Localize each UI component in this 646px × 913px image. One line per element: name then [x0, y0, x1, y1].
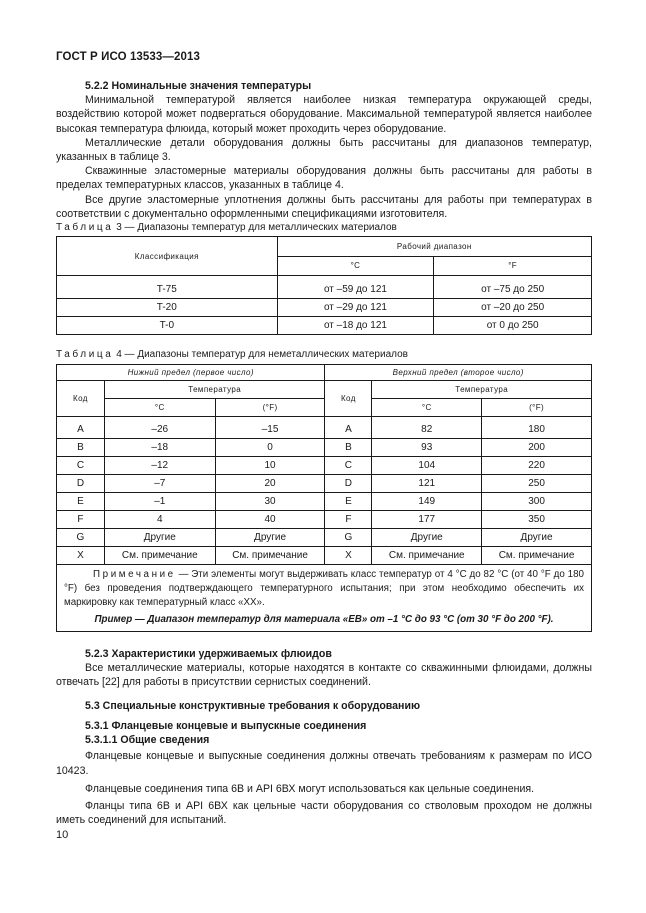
paragraph: Фланцы типа 6В и API 6ВХ как цельные части оборудования со стволовым проходом не должны иметь соединений для испытаний.	[56, 800, 592, 827]
section-5-3	[56, 699, 592, 713]
table4-cell: 4	[104, 511, 215, 529]
table3-header-f: °F	[434, 256, 592, 276]
table4-cell: 200	[482, 439, 592, 457]
table4-cell: G	[325, 529, 372, 547]
table3-header-c: °C	[277, 256, 434, 276]
table-row	[57, 421, 592, 439]
table4-cell: X	[57, 547, 105, 565]
section-heading: 5.3.1.1 Общие сведения	[85, 734, 210, 747]
table4-cell: 82	[372, 421, 482, 439]
table4-cell: C	[57, 457, 105, 475]
table4-header-f: (°F)	[215, 399, 325, 417]
caption-lead: Таблица	[56, 349, 114, 360]
table4-cell: 250	[482, 475, 592, 493]
standard-header: ГОСТ Р ИСО 13533—2013	[56, 51, 201, 63]
table4-cell: Другие	[215, 529, 325, 547]
table4-cell: См. примечание	[104, 547, 215, 565]
table4-example-cell	[57, 612, 592, 632]
table-row	[57, 281, 592, 299]
table4-header-temp: Температура	[372, 381, 592, 399]
table4-cell: B	[325, 439, 372, 457]
table4-cell: 30	[215, 493, 325, 511]
table4-cell: E	[57, 493, 105, 511]
table4-cell: –7	[104, 475, 215, 493]
table4-cell: –26	[104, 421, 215, 439]
table4-cell: 300	[482, 493, 592, 511]
paragraph: Все другие эластомерные уплотнения должны быть рассчитаны для работы при температурах в соответствии с документально оформленными спецификациями изготовителя.	[56, 193, 592, 220]
table4-cell: 177	[372, 511, 482, 529]
table3-cell: от –59 до 121	[277, 281, 434, 299]
table4-cell: См. примечание	[372, 547, 482, 565]
table4-header-f: (°F)	[482, 399, 592, 417]
table4-header-c: °C	[104, 399, 215, 417]
table4-cell: A	[325, 421, 372, 439]
table4-cell: D	[325, 475, 372, 493]
table4-cell: 180	[482, 421, 592, 439]
table4-cell: 121	[372, 475, 482, 493]
table4-cell: C	[325, 457, 372, 475]
table4-cell: B	[57, 439, 105, 457]
table3-cell: от –18 до 121	[277, 317, 434, 335]
table-row	[57, 511, 592, 529]
table4-cell: –18	[104, 439, 215, 457]
paragraph: Минимальной температурой является наиболее низкая температура окружающей среды, воздействию которой может подвергаться оборудование. Максимальной температурой является наиболее высокая температура флюида, который может проходить через оборудование.	[56, 94, 592, 135]
note-lead: Примечание	[93, 569, 176, 580]
table4-cell: Другие	[372, 529, 482, 547]
table3-header-class: Классификация	[57, 237, 278, 276]
table4-cell: 0	[215, 439, 325, 457]
table3-caption	[56, 222, 397, 233]
table4-cell: E	[325, 493, 372, 511]
section-heading: 5.3 Специальные конструктивные требования к оборудованию	[85, 700, 421, 712]
table3-cell: от –75 до 250	[434, 281, 592, 299]
table4-cell: –15	[215, 421, 325, 439]
table-row	[57, 317, 592, 335]
caption-lead: Таблица	[56, 222, 114, 233]
paragraph: Металлические детали оборудования должны быть рассчитаны для диапазонов температур, указанных в таблице 3.	[56, 136, 592, 164]
table4-cell: –1	[104, 493, 215, 511]
table3	[56, 236, 592, 335]
page-number: 10	[56, 829, 69, 841]
table4-cell: См. примечание	[482, 547, 592, 565]
paragraph: Фланцевые концевые и выпускные соединения должны отвечать требованиям к размерам по ИСО 10423.	[56, 750, 592, 777]
table3-cell: T-20	[57, 299, 278, 317]
table4-cell: 350	[482, 511, 592, 529]
table-row	[57, 299, 592, 317]
caption-text: 4 — Диапазоны температур для неметаллических материалов	[113, 349, 408, 360]
table-row	[57, 529, 592, 547]
table-row	[57, 439, 592, 457]
section-5-2-2	[56, 79, 592, 221]
section-heading: 5.2.2 Номинальные значения температуры	[85, 80, 312, 92]
note-text: — Эти элементы могут выдерживать класс температур от 4 °С до 82 °С (от 40 °F до 180 °F) без проведения подтверждающего температурного испытания; при этом необходимо обеспечить их маркировку как температурный класс «XX».	[64, 569, 584, 608]
table-row	[57, 493, 592, 511]
table3-cell: T-0	[57, 317, 278, 335]
table4-header-temp: Температура	[104, 381, 325, 399]
paragraph: Скважинные эластомерные материалы оборудования должны быть рассчитаны для работы в пределах температурных классов, указанных в таблице 4.	[56, 165, 592, 192]
table4-example: Пример — Диапазон температур для материала «EB» от –1 °С до 93 °С (от 30 °F до 200 °F).	[94, 614, 554, 625]
paragraph: Все металлические материалы, которые находятся в контакте со скважинными флюидами, должны отвечать [22] для работы в присутствии сернистых соединений.	[56, 662, 592, 689]
table4-cell: 93	[372, 439, 482, 457]
table4-cell: F	[57, 511, 105, 529]
caption-text: 3 — Диапазоны температур для металлических материалов	[113, 222, 397, 233]
table4-header-code: Код	[57, 381, 105, 417]
table3-cell: T-75	[57, 281, 278, 299]
table4-upper-title: Верхний предел (второе число)	[325, 365, 592, 381]
table4-cell: Другие	[104, 529, 215, 547]
table3-cell: от –20 до 250	[434, 299, 592, 317]
table4-header-c: °C	[372, 399, 482, 417]
table4-lower-title: Нижний предел (первое число)	[57, 365, 325, 381]
table4-cell: F	[325, 511, 372, 529]
table-row	[57, 457, 592, 475]
table4-cell: 149	[372, 493, 482, 511]
table4-header-code: Код	[325, 381, 372, 417]
table-row	[57, 475, 592, 493]
table4-cell: 20	[215, 475, 325, 493]
table3-cell: от –29 до 121	[277, 299, 434, 317]
table4-cell: Другие	[482, 529, 592, 547]
table-row	[57, 547, 592, 565]
table4-caption	[56, 349, 408, 360]
section-heading: 5.3.1 Фланцевые концевые и выпускные соединения	[85, 720, 367, 732]
table4-cell: G	[57, 529, 105, 547]
section-5-2-3	[56, 647, 592, 690]
table4-cell: A	[57, 421, 105, 439]
table3-cell: от 0 до 250	[434, 317, 592, 335]
table4-cell: X	[325, 547, 372, 565]
table4-cell: 10	[215, 457, 325, 475]
paragraph: Фланцевые соединения типа 6В и API 6ВХ могут использоваться как цельные соединения.	[85, 782, 535, 795]
table4-cell: 104	[372, 457, 482, 475]
table4	[56, 364, 592, 632]
table4-cell: См. примечание	[215, 547, 325, 565]
table4-cell: 40	[215, 511, 325, 529]
table3-header-range: Рабочий диапазон	[277, 237, 591, 257]
section-heading: 5.2.3 Характеристики удерживаемых флюидов	[85, 648, 332, 660]
table4-note-cell	[57, 565, 592, 613]
table4-cell: D	[57, 475, 105, 493]
table4-cell: –12	[104, 457, 215, 475]
table4-note	[57, 565, 591, 612]
table4-cell: 220	[482, 457, 592, 475]
section-5-3-1	[56, 719, 592, 827]
